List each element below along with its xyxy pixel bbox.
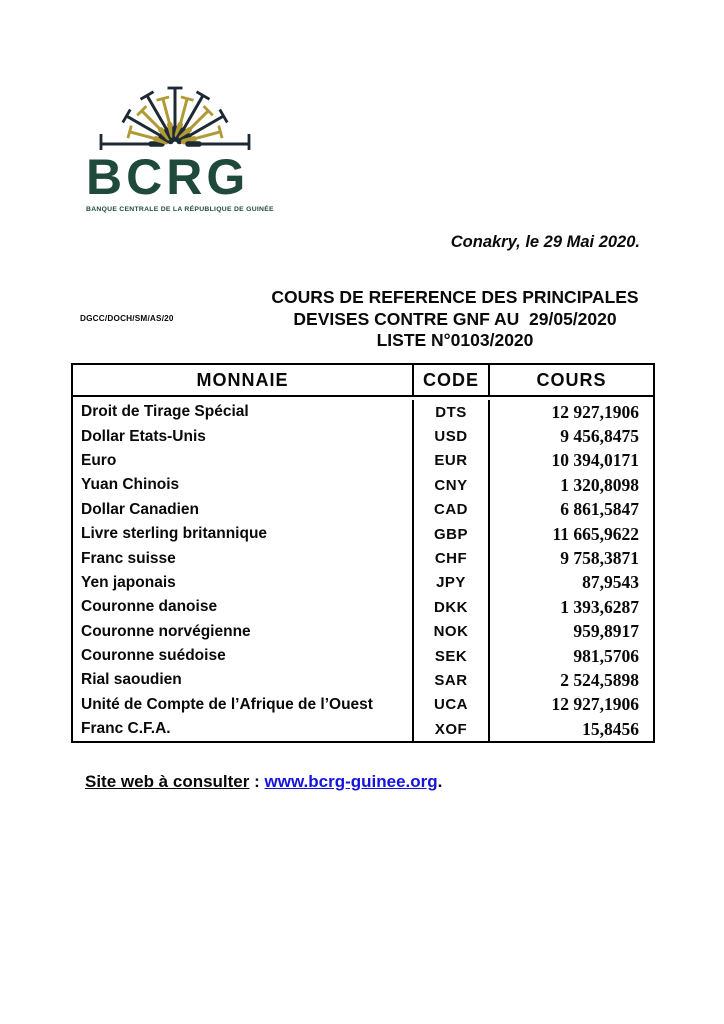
table-header-row — [73, 365, 653, 397]
title-line-1: COURS DE REFERENCE DES PRINCIPALES — [271, 287, 639, 307]
table-cell-monnaie: Couronne norvégienne — [81, 622, 251, 640]
table-cell-code: JPY — [412, 571, 490, 595]
table-cell-code: USD — [412, 424, 490, 448]
table-cell-code: DKK — [412, 595, 490, 619]
table-cell-monnaie: Yen japonais — [81, 573, 176, 591]
table-row — [73, 668, 653, 692]
table-row — [73, 546, 653, 570]
table-cell-monnaie: Droit de Tirage Spécial — [81, 403, 249, 421]
website-link[interactable]: www.bcrg-guinee.org — [264, 772, 438, 791]
table-cell-monnaie: Yuan Chinois — [81, 476, 180, 494]
table-row — [73, 498, 653, 522]
table-cell-monnaie: Livre sterling britannique — [81, 525, 268, 543]
table-row — [73, 717, 653, 741]
reference-code: DGCC/DOCH/SM/AS/20 — [80, 314, 174, 323]
table-cell-monnaie: Euro — [81, 451, 117, 469]
table-cell-code: CHF — [412, 546, 490, 570]
table-cell-code: SAR — [412, 668, 490, 692]
table-cell-code: DTS — [412, 400, 490, 424]
table-row — [73, 644, 653, 668]
table-row — [73, 400, 653, 424]
table-cell-cours: 87,9543 — [582, 572, 639, 593]
table-cell-monnaie: Rial saoudien — [81, 671, 182, 689]
table-cell-code: XOF — [412, 717, 490, 741]
logo-acronym: BCRG — [86, 149, 250, 205]
table-cell-code: CNY — [412, 473, 490, 497]
table-cell-monnaie: Dollar Etats-Unis — [81, 427, 206, 445]
title-line-2: DEVISES CONTRE GNF AU 29/05/2020 — [293, 308, 617, 329]
table-row — [73, 449, 653, 473]
bcrg-logo — [86, 72, 274, 213]
table-cell-cours: 9 758,3871 — [560, 548, 639, 569]
table-cell-code: CAD — [412, 498, 490, 522]
table-cell-cours: 1 393,6287 — [560, 596, 639, 617]
header-cours: COURS — [536, 369, 607, 390]
exchange-rate-table — [71, 363, 655, 743]
table-cell-cours: 15,8456 — [582, 718, 639, 739]
table-row — [73, 424, 653, 448]
table-row — [73, 522, 653, 546]
table-cell-monnaie: Franc suisse — [81, 549, 176, 567]
table-row — [73, 620, 653, 644]
table-cell-cours: 6 861,5847 — [560, 499, 639, 520]
table-cell-monnaie: Dollar Canadien — [81, 500, 199, 518]
table-cell-code: SEK — [412, 644, 490, 668]
document-title — [255, 287, 655, 352]
header-code: CODE — [412, 365, 490, 395]
table-cell-code: UCA — [412, 693, 490, 717]
table-row — [73, 693, 653, 717]
table-body — [73, 397, 653, 741]
table-cell-cours: 9 456,8475 — [560, 426, 639, 447]
table-cell-code: EUR — [412, 449, 490, 473]
table-cell-cours: 959,8917 — [573, 621, 639, 642]
title-line-3: LISTE N°0103/2020 — [376, 330, 534, 350]
logo-bank-name: BANQUE CENTRALE DE LA RÉPUBLIQUE DE GUINÉE — [86, 206, 274, 213]
table-cell-code: NOK — [412, 620, 490, 644]
table-cell-cours: 12 927,1906 — [551, 694, 639, 715]
table-cell-cours: 12 927,1906 — [551, 401, 639, 422]
logo-fan-icon — [87, 72, 263, 150]
table-cell-cours: 11 665,9622 — [552, 523, 639, 544]
table-cell-cours: 1 320,8098 — [560, 474, 639, 495]
table-cell-monnaie: Couronne suédoise — [81, 647, 226, 665]
table-cell-monnaie: Couronne danoise — [81, 598, 218, 616]
header-monnaie: MONNAIE — [196, 369, 289, 390]
table-cell-cours: 10 394,0171 — [551, 450, 639, 471]
table-cell-code: GBP — [412, 522, 490, 546]
footer-period: . — [437, 772, 443, 791]
footer-line — [85, 772, 442, 792]
table-cell-monnaie: Unité de Compte de l’Afrique de l’Ouest — [81, 695, 373, 713]
table-cell-cours: 2 524,5898 — [560, 669, 639, 690]
site-label: Site web à consulter — [85, 772, 250, 791]
footer-separator: : — [249, 772, 265, 791]
table-row — [73, 473, 653, 497]
table-row — [73, 571, 653, 595]
table-row — [73, 595, 653, 619]
table-cell-monnaie: Franc C.F.A. — [81, 720, 171, 738]
table-cell-cours: 981,5706 — [573, 645, 639, 666]
date-line: Conakry, le 29 Mai 2020. — [450, 233, 640, 251]
